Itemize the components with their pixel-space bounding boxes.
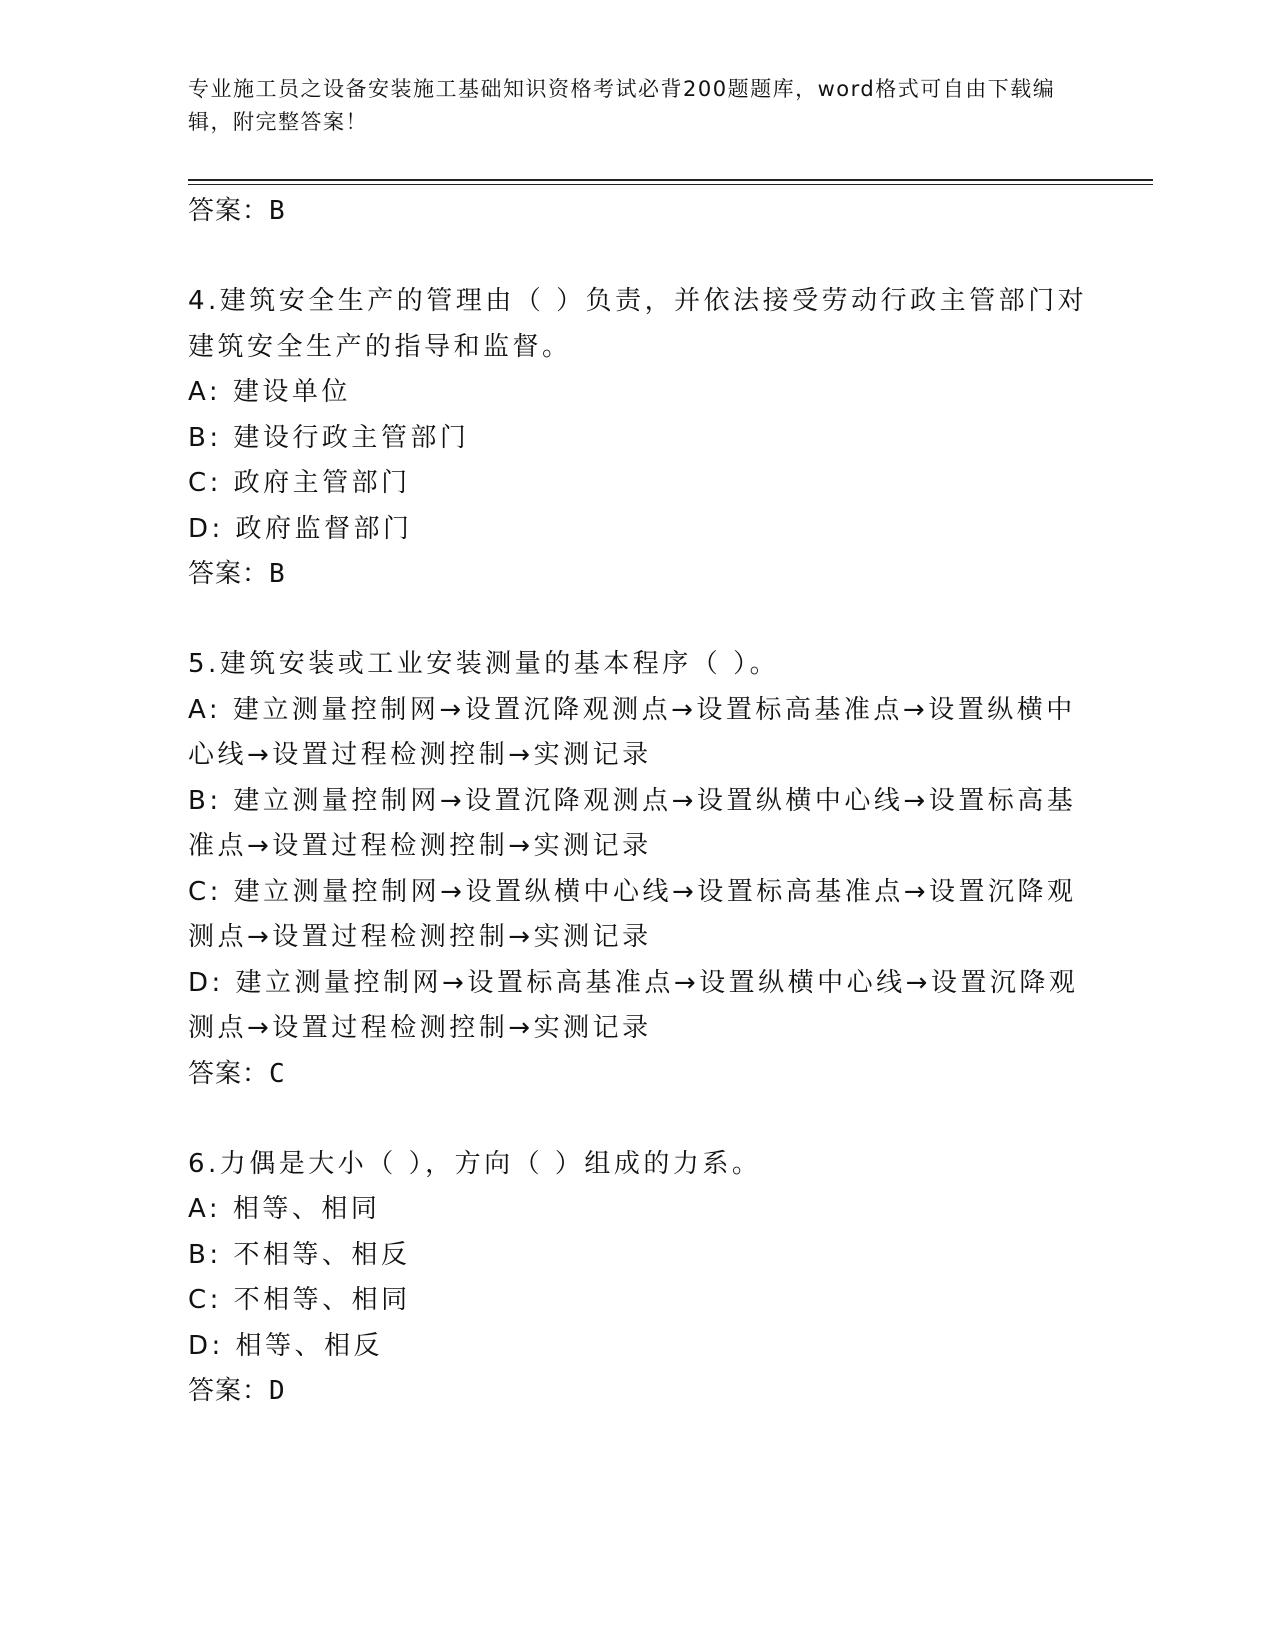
- option-d: D: 建立测量控制网→设置标高基准点→设置纵横中心线→设置沉降观测点→设置过程检测控制→实测记录: [188, 967, 1079, 1043]
- question-text: 4.建筑安全生产的管理由（ ）负责，并依法接受劳动行政主管部门对建筑安全生产的指导和监督。: [188, 286, 1088, 362]
- header-rule-thin: [188, 184, 1153, 185]
- option-c: C: 建立测量控制网→设置纵横中心线→设置标高基准点→设置沉降观测点→设置过程检测控制→实测记录: [188, 876, 1077, 952]
- question-text: 5.建筑安装或工业安装测量的基本程序（ ）。: [188, 649, 780, 679]
- answer-line: 答案：B: [188, 559, 286, 589]
- answer-line: 答案：C: [188, 1058, 286, 1089]
- option-a: A: 建设单位: [188, 377, 351, 407]
- question-block-4: [188, 279, 1088, 596]
- answer-line: 答案：D: [188, 1376, 286, 1406]
- option-a: A: 相等、相同: [188, 1194, 381, 1224]
- option-c: C: 不相等、相同: [188, 1285, 411, 1315]
- document-header: 专业施工员之设备安装施工基础知识资格考试必背200题题库，word格式可自由下载编辑，附完整答案！: [188, 77, 1056, 134]
- question-text: 6.力偶是大小（ ），方向（ ）组成的力系。: [188, 1148, 762, 1179]
- question-block-6: [188, 1142, 1088, 1414]
- option-b: B: 不相等、相反: [188, 1239, 411, 1270]
- header-rule-thick: [188, 179, 1153, 181]
- document-body: [188, 189, 1088, 1413]
- option-b: B: 建立测量控制网→设置沉降观测点→设置纵横中心线→设置标高基准点→设置过程检测控制→实测记录: [188, 785, 1077, 861]
- option-a: A: 建立测量控制网→设置沉降观测点→设置标高基准点→设置纵横中心线→设置过程检测控制→实测记录: [188, 694, 1076, 770]
- option-c: C: 政府主管部门: [188, 468, 411, 498]
- option-b: B: 建设行政主管部门: [188, 422, 470, 453]
- option-d: D: 相等、相反: [188, 1330, 384, 1361]
- option-d: D: 政府监督部门: [188, 513, 413, 544]
- prev-answer: 答案：B: [188, 196, 286, 226]
- question-block-5: [188, 642, 1088, 1096]
